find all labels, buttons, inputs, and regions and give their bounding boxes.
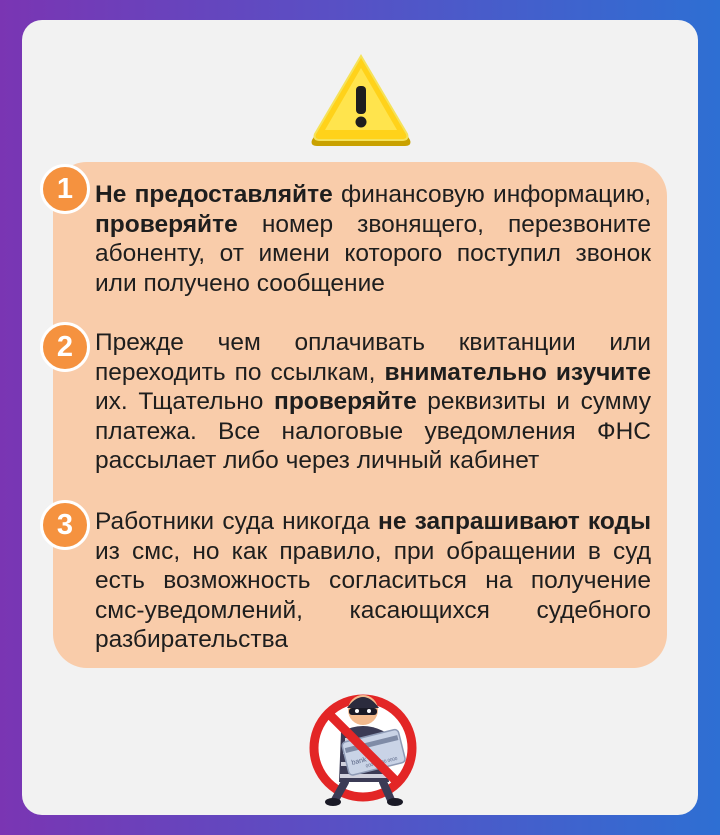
tip-emphasis-text: проверяйте [274, 388, 417, 415]
tip-text: реквизиты и сумму платежа. Все налоговые уведомления ФНС рассылает либо через личный кабинет [95, 388, 652, 474]
tip-emphasis-text: внимательно изучите [384, 358, 651, 386]
card-bank-label: bank [350, 756, 368, 767]
item-number-badge: 2 [40, 322, 90, 372]
tip-emphasis-text: Не предоставляйте [95, 181, 333, 208]
tip-text: Работники суда никогда [95, 508, 379, 535]
tip-emphasis-text: проверяйте [95, 210, 238, 238]
tip-text: из смс, но как правило, при обращении в суд есть возможность согласиться на получение смс-уведомлений, касающихся судебного разбирательства [95, 537, 651, 653]
tip-emphasis-text: не запрашивают коды [378, 508, 651, 535]
tip-item [95, 507, 651, 655]
tip-item [95, 328, 651, 476]
item-number-badge: 3 [40, 500, 90, 550]
tip-text: номер звонящего, перезвоните абоненту, от имени которого поступил звонок или получено сообщение [95, 210, 651, 297]
tip-item [95, 180, 651, 298]
thief-prohibited-icon [305, 670, 425, 810]
warning-triangle-icon [306, 52, 416, 150]
item-number-badge: 1 [40, 164, 90, 214]
tip-text: Прежде чем оплачивать квитанции или переходить по ссылкам, [95, 329, 651, 386]
tip-text: финансовую информацию, [332, 181, 651, 208]
tip-text: их. Тщательно [95, 388, 275, 415]
